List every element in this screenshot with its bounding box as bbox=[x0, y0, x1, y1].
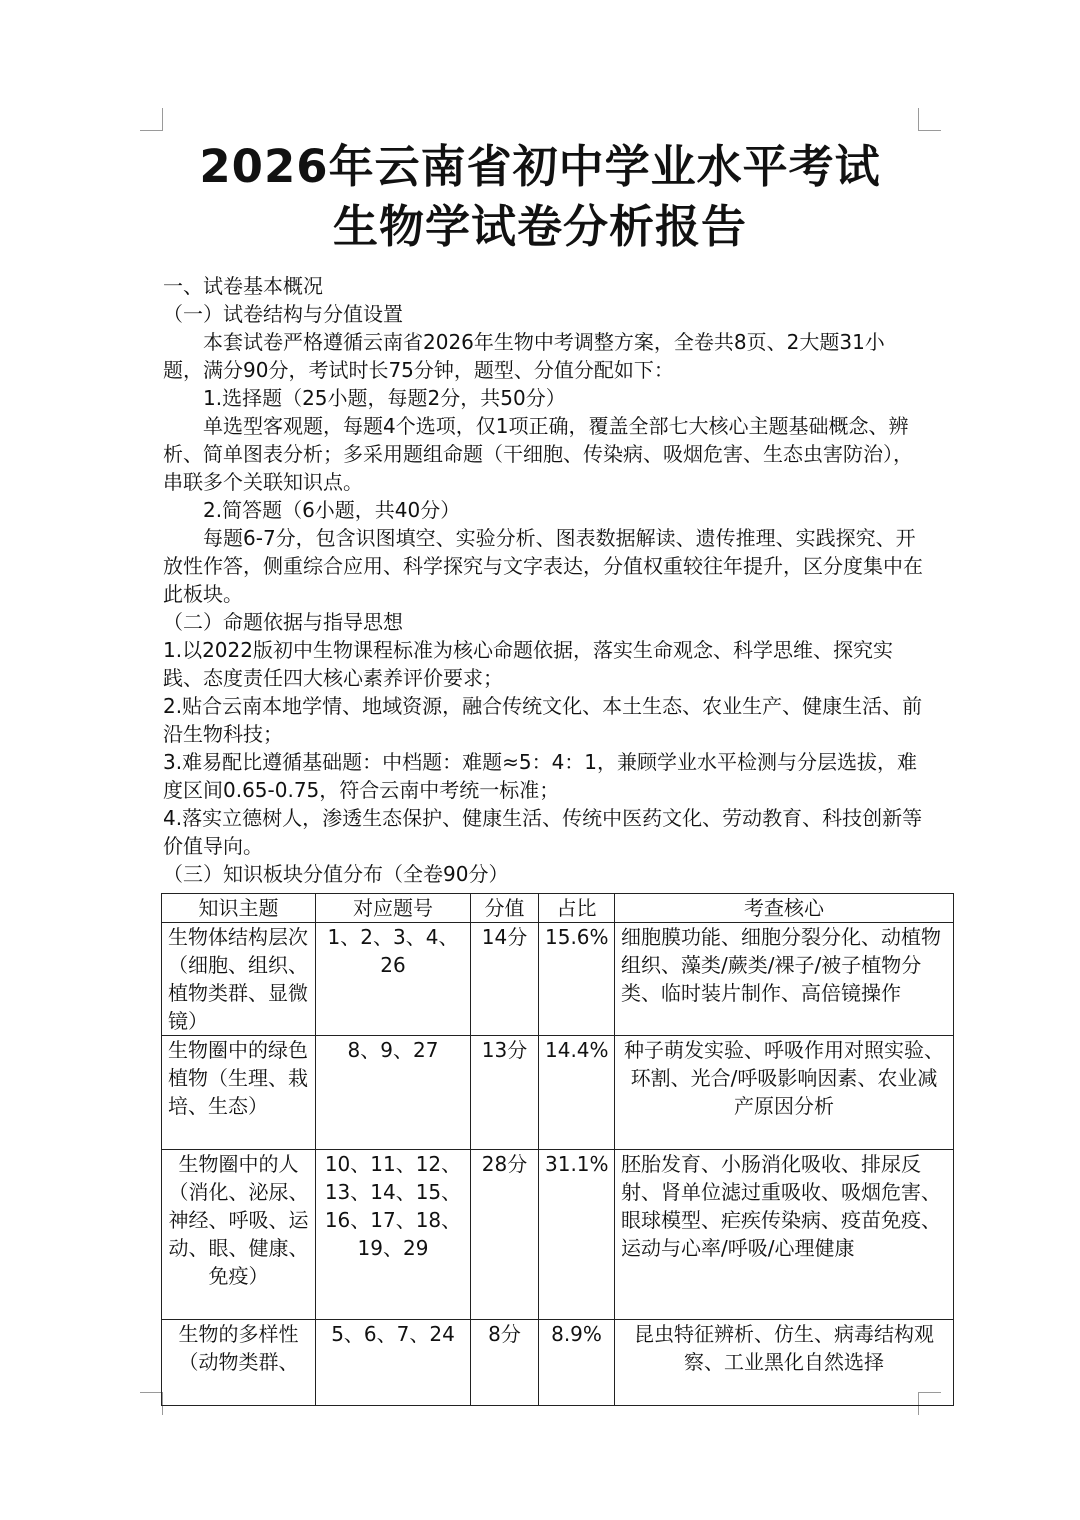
cell-topic: 生物圈中的绿色植物（生理、栽培、生态） bbox=[162, 1036, 316, 1150]
cell-ratio: 14.4% bbox=[539, 1036, 615, 1150]
document-title-line1: 2026年云南省初中学业水平考试 bbox=[199, 140, 881, 193]
cell-questions: 5、6、7、24 bbox=[316, 1320, 471, 1406]
table-header-row bbox=[162, 894, 954, 923]
cell-core: 胚胎发育、小肠消化吸收、排尿反射、肾单位滤过重吸收、吸烟危害、眼球模型、疟疾传染病、疫苗免疫、运动与心率/呼吸/心理健康 bbox=[615, 1150, 954, 1320]
cell-topic: 生物圈中的人（消化、泌尿、神经、呼吸、运动、眼、健康、免疫） bbox=[162, 1150, 316, 1320]
basis-item: 2.贴合云南本地学情、地域资源，融合传统文化、本土生态、农业生产、健康生活、前沿生物科技； bbox=[163, 694, 923, 746]
item-short-answer-text: 每题6-7分，包含识图填空、实验分析、图表数据解读、遗传推理、实践探究、开放性作答，侧重综合应用、科学探究与文字表达，分值权重较往年提升，区分度集中在此板块。 bbox=[163, 526, 923, 606]
cell-questions: 8、9、27 bbox=[316, 1036, 471, 1150]
crop-mark-top-right bbox=[918, 108, 941, 131]
cell-score: 28分 bbox=[471, 1150, 539, 1320]
item-choice-text: 单选型客观题，每题4个选项，仅1项正确，覆盖全部七大核心主题基础概念、辨析、简单图表分析；多采用题组命题（干细胞、传染病、吸烟危害、生态虫害防治），串联多个关联知识点。 bbox=[163, 414, 913, 494]
section-heading-overview: 一、试卷基本概况 bbox=[163, 274, 323, 298]
column-header-score: 分值 bbox=[471, 894, 539, 923]
column-header-core: 考查核心 bbox=[615, 894, 954, 923]
cell-score: 13分 bbox=[471, 1036, 539, 1150]
column-header-ratio: 占比 bbox=[539, 894, 615, 923]
crop-mark-top-left bbox=[140, 108, 163, 131]
cell-topic: 生物的多样性（动物类群、 bbox=[162, 1320, 316, 1406]
table-row bbox=[162, 1036, 954, 1150]
document-body bbox=[163, 272, 923, 888]
table-row bbox=[162, 1150, 954, 1320]
cell-topic: 生物体结构层次（细胞、组织、植物类群、显微镜） bbox=[162, 923, 316, 1036]
cell-questions: 10、11、12、13、14、15、16、17、18、19、29 bbox=[316, 1150, 471, 1320]
cell-score: 14分 bbox=[471, 923, 539, 1036]
basis-item: 4.落实立德树人，渗透生态保护、健康生活、传统中医药文化、劳动教育、科技创新等价值导向。 bbox=[163, 806, 923, 858]
table-row bbox=[162, 923, 954, 1036]
item-short-answer-title: 2.简答题（6小题，共40分） bbox=[203, 498, 461, 522]
table-row bbox=[162, 1320, 954, 1406]
basis-item: 3.难易配比遵循基础题：中档题：难题≈5：4：1，兼顾学业水平检测与分层选拔，难度区间0.65-0.75，符合云南中考统一标准； bbox=[163, 750, 918, 802]
cell-questions: 1、2、3、4、26 bbox=[316, 923, 471, 1036]
basis-item: 1.以2022版初中生物课程标准为核心命题依据，落实生命观念、科学思维、探究实践、态度责任四大核心素养评价要求； bbox=[163, 638, 893, 690]
subsection-heading-structure: （一）试卷结构与分值设置 bbox=[163, 302, 403, 326]
cell-core: 种子萌发实验、呼吸作用对照实验、环割、光合/呼吸影响因素、农业减产原因分析 bbox=[615, 1036, 954, 1150]
knowledge-score-table bbox=[161, 893, 954, 1406]
crop-mark-bottom-left bbox=[140, 1392, 163, 1415]
column-header-questions: 对应题号 bbox=[316, 894, 471, 923]
subsection-heading-basis: （二）命题依据与指导思想 bbox=[163, 610, 403, 634]
item-choice-title: 1.选择题（25小题，每题2分，共50分） bbox=[203, 386, 566, 410]
subsection-heading-distribution: （三）知识板块分值分布（全卷90分） bbox=[163, 862, 509, 886]
cell-ratio: 31.1% bbox=[539, 1150, 615, 1320]
column-header-topic: 知识主题 bbox=[162, 894, 316, 923]
cell-core: 昆虫特征辨析、仿生、病毒结构观察、工业黑化自然选择 bbox=[615, 1320, 954, 1406]
cell-ratio: 15.6% bbox=[539, 923, 615, 1036]
cell-core: 细胞膜功能、细胞分裂分化、动植物组织、藻类/蕨类/裸子/被子植物分类、临时装片制作、高倍镜操作 bbox=[615, 923, 954, 1036]
cell-ratio: 8.9% bbox=[539, 1320, 615, 1406]
document-title-line2: 生物学试卷分析报告 bbox=[332, 200, 747, 253]
paragraph-intro: 本套试卷严格遵循云南省2026年生物中考调整方案，全卷共8页、2大题31小题，满分90分，考试时长75分钟，题型、分值分配如下： bbox=[163, 330, 885, 382]
cell-score: 8分 bbox=[471, 1320, 539, 1406]
